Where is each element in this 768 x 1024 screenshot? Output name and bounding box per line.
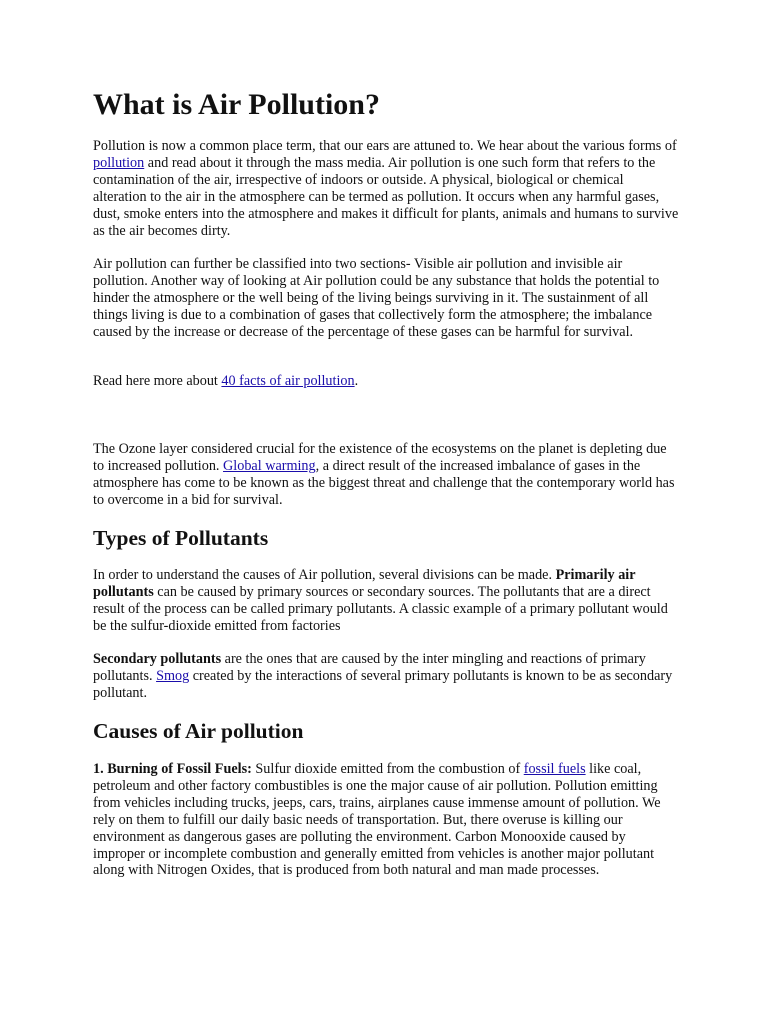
smog-link[interactable]: Smog [156,667,190,684]
intro-paragraph-3 [93,373,679,390]
fossil-fuels-link[interactable]: fossil fuels [523,761,586,777]
text: In order to understand the causes of Air pollution, several divisions can be made. [93,567,556,583]
text: , a direct result of the increased imbalance of gases in the atmosphere has come to be known as the biggest threat and challenge that the contemporary world has to overcome in a bid for survival. [93,457,675,508]
bold-term: Primarily air pollutants [93,567,636,600]
text: Read here more about [93,373,222,389]
intro-paragraph-1 [93,138,679,239]
air-pollution-facts-link[interactable]: 40 facts of air pollution [221,373,355,389]
types-heading: Types of Pollutants [93,526,269,550]
text: can be caused by primary sources or secondary sources. The pollutants that are a direct result of the process can be called primary pollutants. A classic example of a primary pollutant would be the sulfur-dioxide emitted from factories [93,583,668,634]
global-warming-link[interactable]: Global warming [223,457,316,474]
text: like coal, petroleum and other factory combustibles is one the major cause of air pollution. Pollution emitting from vehicles including trucks, jeeps, cars, trains, airplanes cause immense amount of pollution. We rely on them to fulfill our daily basic needs of transportation. But, there overuse is killing our environment as dangerous gases are polluting the environment. Carbon Monooxide caused by improper or incomplete combustion and generally emitted from vehicles is another major pollutant along with Nitrogen Oxides, that is produced from both natural and man made processes. [93,761,661,879]
text: . [354,373,359,389]
types-paragraph-1 [93,567,679,635]
intro-paragraph-2: Air pollution can further be classified into two sections- Visible air pollution and invisible air pollution. Another way of looking at Air pollution could be any substance that holds the potential to hinder the atmosphere or the well being of the living beings surviving in it. The sustainment of all things living is due to a combination of gases that collectively form the atmosphere; the imbalance caused by the increase or decrease of the percentage of these gases can be harmful for survival. [93,256,660,340]
intro-paragraph-4 [93,441,679,509]
text: The Ozone layer considered crucial for the existence of the ecosystems on the planet is depleting due to increased pollution. [93,441,667,474]
bold-term: 1. Burning of Fossil Fuels: [93,761,252,777]
text: Pollution is now a common place term, that our ears are attuned to. We hear about the various forms of [93,138,677,154]
pollution-link[interactable]: pollution [93,154,145,171]
causes-heading: Causes of Air pollution [93,719,304,743]
bold-term: Secondary pollutants [93,651,222,667]
text: Sulfur dioxide emitted from the combustion of [251,761,524,777]
page-title: What is Air Pollution? [93,88,380,121]
causes-paragraph-1 [93,761,679,879]
text: and read about it through the mass media. Air pollution is one such form that refers to the contamination of the air, irrespective of indoors or outside. A physical, biological or chemical alteration to the air in the atmosphere can be termed as pollution. It occurs when any harmful gases, dust, smoke enters into the atmosphere and makes it difficult for plants, animals and humans to survive as the air becomes dirty. [93,154,679,239]
text: created by the interactions of several primary pollutants is known to be as secondary pollutant. [93,667,673,701]
types-paragraph-2 [93,651,679,702]
text: are the ones that are caused by the inter mingling and reactions of primary pollutants. [93,651,646,684]
